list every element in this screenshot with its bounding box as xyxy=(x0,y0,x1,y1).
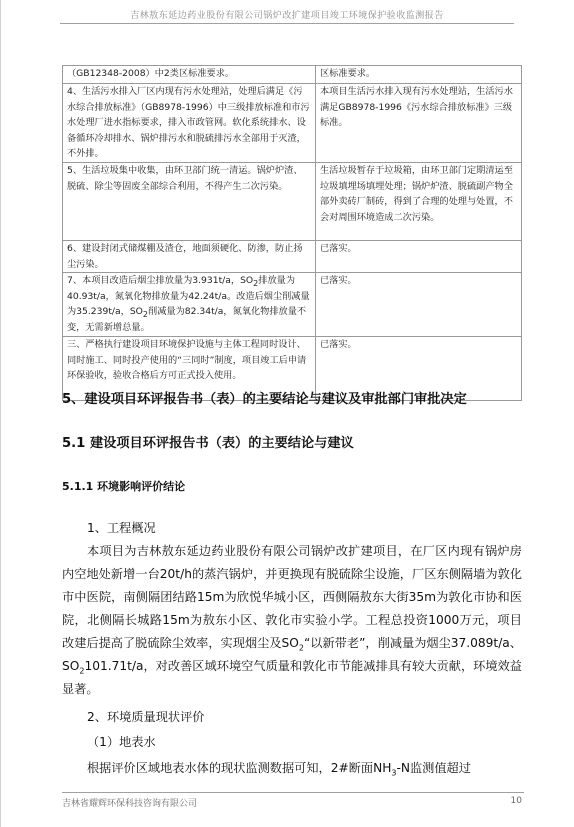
page-edge xyxy=(0,0,1,827)
footer-company: 吉林省耀辉环保科技咨询有限公司 xyxy=(62,799,198,809)
page-header: 吉林敖东延边药业股份有限公司锅炉改扩建项目竣工环境保护验收监测报告 xyxy=(130,11,444,21)
footer-divider xyxy=(62,792,524,793)
table-cell-requirement: （GB12348-2008）中2类区标准要求。 xyxy=(63,66,316,84)
item-2-1-heading: （1）地表水 xyxy=(87,735,156,749)
item-2-heading: 2、环境质量现状评价 xyxy=(87,710,205,724)
project-overview-paragraph: 本项目为吉林敖东延边药业股份有限公司锅炉改扩建项目，在厂区内现有锅炉房内空地处新增一台20t/h的蒸汽锅炉，并更换现有脱硫除尘设施，厂区东侧隔墙为敦化市中医院，南侧隔团结路15m为欣悦华城小区，西侧隔敖东大街35m为敦化市协和医院，北侧隔长城路15m为敖东小区、敦化市实验小学。工程总投资1000万元，项目改建后提高了脱硫除尘效率，实现烟尘及$SO_2“$以新带老”，削减量为烟尘37.089t/a、$SO_2101.71t/a$，对改善区域环境空气质量和敦化市节能减排具有较大贡献，环境效益显著。 xyxy=(62,544,522,696)
table-cell-implementation: 已落实。 xyxy=(316,273,522,337)
page-number: 10 xyxy=(510,796,522,806)
table-cell-implementation: 区标准要求。 xyxy=(316,66,522,84)
table-cell-implementation: 已落实。 xyxy=(316,240,522,272)
header-divider xyxy=(60,23,514,24)
surface-water-paragraph: 根据评价区域地表水体的现状监测数据可知，2#断面$NH_3-N$监测值超过 xyxy=(87,761,471,778)
table-cell-requirement: 7、本项目改造后烟尘排放量为3.931t/a，SO2排放量为40.93t/a，氮氧化物排放量为42.24t/a。改造后烟尘削减量为35.239t/a，SO2削减量为82.34t/a，氮氧化物排放量不变，无需新增总量。 xyxy=(63,273,316,337)
table-cell-requirement: 4、生活污水排入厂区内现有污水处理站，处理后满足《污水综合排放标准》（GB8978-1996）中三级排放标准和市污水处理厂进水指标要求，排入市政管网。软化系统排水、设备循环冷却排水、锅炉排污水和脱硫排污水全部用于灭渣，不外排。 xyxy=(63,84,316,163)
table-cell-requirement: 6、建设封闭式储煤棚及渣仓，地面须硬化、防渗，防止扬尘污染。 xyxy=(63,240,316,272)
table-cell-implementation: 已落实。 xyxy=(316,337,522,401)
table-row xyxy=(63,84,522,163)
table-row xyxy=(63,162,522,240)
section-5-1-heading: 5.1 建设项目环评报告书（表）的主要结论与建议 xyxy=(62,436,354,451)
table-row xyxy=(63,273,522,337)
item-1-heading: 1、工程概况 xyxy=(87,521,156,535)
table-cell-requirement: 5、生活垃圾集中收集，由环卫部门统一清运。锅炉炉渣、脱硫、除尘等固废全部综合利用，不得产生二次污染。 xyxy=(63,162,316,240)
comparison-table xyxy=(62,65,522,401)
table-cell-implementation: 生活垃圾暂存于垃圾箱，由环卫部门定期清运至垃圾填埋场填埋处理；锅炉炉渣、脱硫副产物全部外卖砖厂制砖，得到了合理的处理与处置，不会对周围环境造成二次污染。 xyxy=(316,162,522,240)
table-row xyxy=(63,66,522,84)
section-5-heading: 5、建设项目环评报告书（表）的主要结论与建议及审批部门审批决定 xyxy=(62,392,467,407)
section-5-1-1-heading: 5.1.1 环境影响评价结论 xyxy=(62,480,186,493)
table-cell-implementation: 本项目生活污水排入现有污水处理站，生活污水满足GB8978-1996《污水综合排放标准》三级标准。 xyxy=(316,84,522,163)
table-cell-requirement: 三、严格执行建设项目环境保护设施与主体工程同时设计、同时施工、同时投产使用的“三同时”制度，项目竣工后申请环保验收，验收合格后方可正式投入使用。 xyxy=(63,337,316,401)
table-row xyxy=(63,240,522,272)
